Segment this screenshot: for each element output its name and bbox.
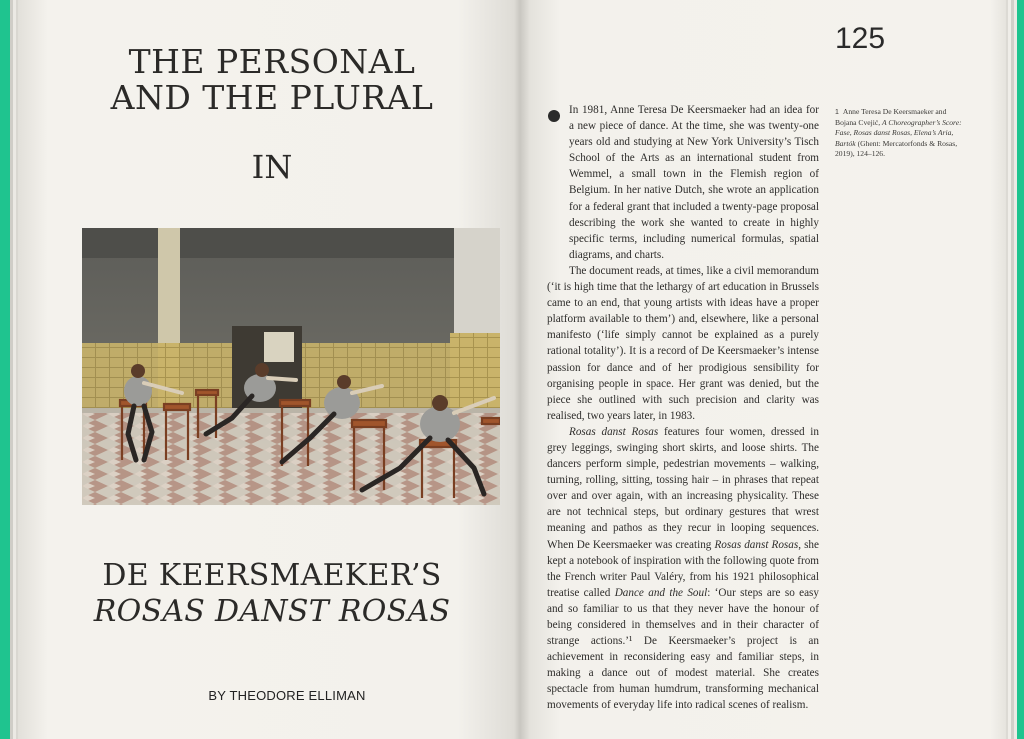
article-body	[547, 102, 819, 714]
dance-photo	[82, 228, 500, 505]
title-in: IN	[251, 148, 293, 186]
subtitle-line-2: ROSAS DANST ROSAS	[93, 594, 451, 629]
footnote-title: A Choreographer’s Score: Fase, Rosas danst Rosas, Elena’s Aria, Bartók	[835, 118, 962, 148]
page-number: 125	[835, 22, 886, 55]
paragraph-2: The document reads, at times, like a civil memorandum (‘it is high time that the lethargy of art education in Brussels came to an end, that young artists with ideas have a proper platform available to them’) and, elsewhere, like a personal manifesto (‘life simply cannot be explained as a purely rational totality’). It is a record of De Keersmaeker’s intense passion for dance and of her prodigious sensibility for organising people in space. Her grant was denied, but the piece she outlined with such precision and clarity was realised, two years later, in 1983.	[547, 264, 819, 422]
paragraph-1: In 1981, Anne Teresa De Keersmaeker had an idea for a new piece of dance. At the time, she was twenty-one years old and studying at New York University’s Tisch School of the Arts as an international student from Wemmel, a small town in the Flemish region of Belgium. In her native Dutch, she wrote an application for a federal grant that included a twenty-page proposal describing the work she wanted to create in highly specific terms, including numerical formulas, spatial diagrams, and charts.	[569, 104, 819, 261]
footnote	[835, 107, 967, 159]
article-title	[70, 44, 474, 116]
byline: BY THEODORE ELLIMAN	[208, 688, 366, 703]
footnote-number: 1	[835, 109, 839, 116]
subtitle-line-1: DE KEERSMAEKER’S	[102, 558, 442, 593]
title-line-2: AND THE PLURAL	[110, 78, 434, 117]
footnote-text-a: Anne Teresa De Keersmaeker and Bojana Cvejić,	[835, 107, 947, 128]
paragraph-3: Rosas danst Rosas features four women, dressed in grey leggings, swinging short skirts, and loose shirts. The dancers perform simple, pedestrian movements – walking, turning, rolling, sitting, tossing hair – in phrases that repeat over and over again, with an increasing physicality. These are not technical steps, but ordinary gestures that wrest meaning and pathos as they recur in looping sequences. When De Keersmaeker was creating Rosas danst Rosas, she kept a notebook of inspiration with the following quote from the French writer Paul Valéry, from his 1921 philosophical treatise called Dance and the Soul: ‘Our steps are so easy and so familiar to us that they never have the honour of being considered in themselves and in their character of strange actions.’¹ De Keersmaeker’s project is an achievement in reconsidering easy and familiar steps, in making a dance out of modest material. She creates spectacle from human humdrum, transforming mechanical movements of everyday life into radical scenes of realism.	[547, 425, 820, 712]
title-line-1: THE PERSONAL	[128, 42, 416, 81]
footnote-text-c: (Ghent: Mercatorfonds & Rosas, 2019), 124–126.	[835, 138, 958, 158]
article-subtitle	[70, 558, 474, 630]
